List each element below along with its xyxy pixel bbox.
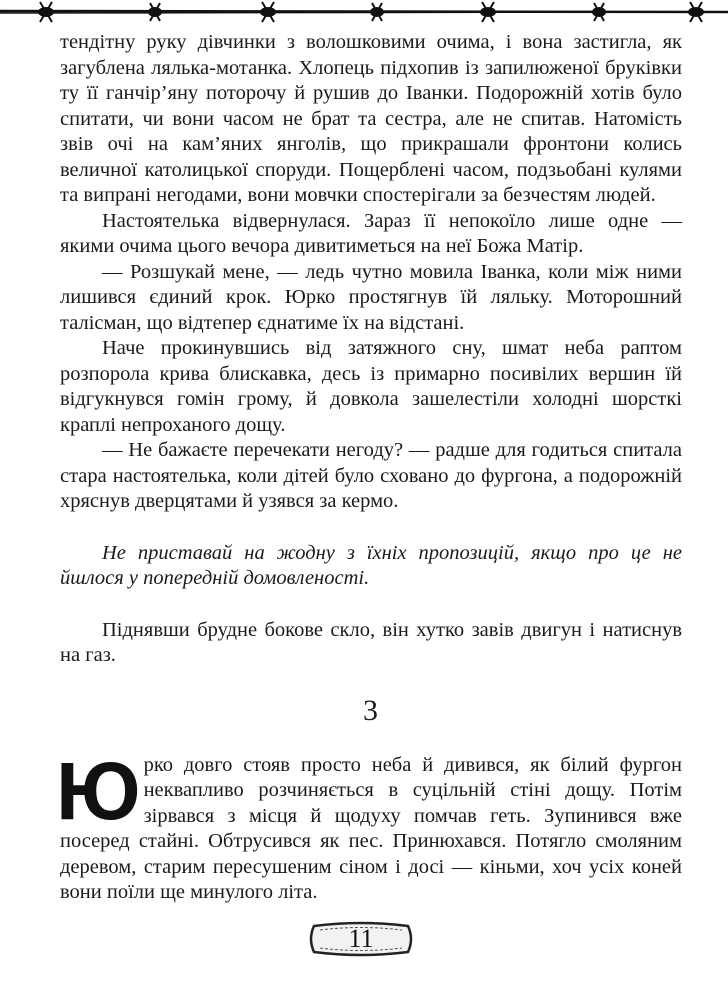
chapter-number: 3	[363, 693, 379, 727]
paragraph: Піднявши брудне бокове скло, він хутко завів двигун і натиснув на газ.	[60, 618, 682, 666]
paragraph: Настоятелька відвернулася. Зараз її непокоїло лише одне — якими очима цього вечора дивитиметься на неї Божа Матір.	[60, 209, 682, 257]
chapter-opening	[56, 745, 682, 906]
paragraph: тендітну руку дівчинки з волошковими очима, і вона застигла, як загублена лялька-мотанка. Хлопець підхопив із запилюженої бруківки ту її ганчір’яну поторочу й рушив до Іванки. Подорожній хотів було спитати, чи вони часом не брат та сестра, але не спитав. Натомість звів очі на кам’яних янголів, що прикрашали фронтони колись величної католицької споруди. Пощерблені часом, подзьобані кулями та випрані негодами, вони мовчки спостерігали за безчестям людей.	[60, 31, 682, 206]
barbed-wire-border	[0, 0, 728, 26]
paragraph: Наче прокинувшись від затяжного сну, шмат неба раптом розпорола крива блискавка, десь із примарно посивілих вершин їй відгукнувся гомін грому, й довкола зашелестіли холодні шорсткі краплі непроханого дощу.	[60, 337, 682, 436]
page-number: 11	[348, 924, 374, 953]
paragraph: рко довго стояв просто неба й дивився, як білий фургон неквапливо розчиняється в суцільній стіні дощу. Потім зірвався з місця й щодуху помчав геть. Зупинився вже посеред стайні. Обтрусився як пес. Принюхався. Потягло смоляним деревом, старим пересушеним сіном і досі — кіньми, хоч усіх коней вони поїли ще минулого літа.	[60, 753, 682, 903]
italic-note: Не приставай на жодну з їхніх пропозицій, якщо про це не йшлося у попередній домовленості.	[60, 541, 682, 589]
paragraph: — Розшукай мене, — ледь чутно мовила Іванка, коли між ними лишився єдиний крок. Юрко простягнув їй ляльку. Моторошний талісман, що відтепер єднатиме їх на відстані.	[60, 260, 682, 334]
page-number-plate	[306, 918, 416, 960]
drop-cap: Ю	[56, 745, 138, 837]
page-text	[56, 30, 682, 906]
paragraph: — Не бажаєте перечекати негоду? — радше для годиться спитала стара настоятелька, коли дітей було сховано до фургона, а подорожній хряснув дверцятами й узявся за кермо.	[60, 439, 682, 512]
